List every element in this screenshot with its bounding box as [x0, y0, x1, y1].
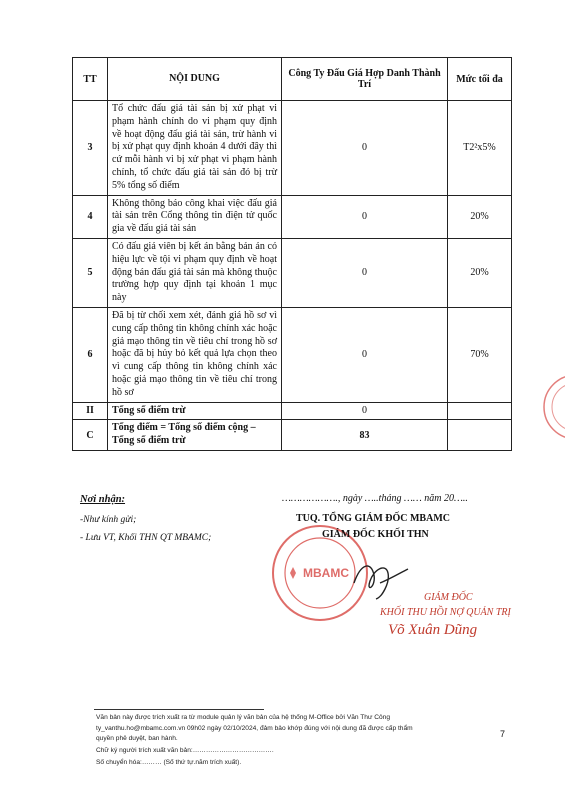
- recipients-title: Nơi nhận:: [80, 494, 126, 505]
- table-row: [73, 195, 512, 238]
- footer-line: Chữ ký người trích xuất văn bản:……………………………….: [96, 747, 274, 754]
- table-row: [73, 101, 512, 196]
- footer-line: Văn bản này được trích xuất ra từ module quản lý văn bản của hệ thống M-Office bởi Văn Thư Công: [96, 714, 390, 721]
- row-max: 70%: [448, 307, 512, 402]
- table-row-total: [73, 420, 512, 451]
- page-seal-fragment: [538, 372, 565, 442]
- footer-line: ty_vanthu.ho@mbamc.com.vn 09h02 ngày 02/10/2024, đảm bảo khớp đúng với nội dung đã được cấp thẩm: [96, 725, 413, 732]
- date-line: ………………., ngày …..tháng …… năm 20…..: [282, 493, 468, 504]
- row-tt: 5: [73, 238, 108, 307]
- footer-line: quyền phê duyệt, ban hành.: [96, 735, 178, 742]
- row-tt: 4: [73, 195, 108, 238]
- row-max: [448, 402, 512, 420]
- header-max: Mức tối đa: [448, 58, 512, 101]
- stamp-text: MBAMC: [303, 566, 349, 580]
- authority-line: TUQ. TỔNG GIÁM ĐỐC MBAMC: [296, 513, 450, 524]
- row-max: 20%: [448, 238, 512, 307]
- row-score: 0: [282, 402, 448, 420]
- row-content: Tổng điểm = Tổng số điểm cộng – Tổng số điểm trừ: [108, 420, 282, 451]
- row-content: Tổ chức đấu giá tài sản bị xử phạt vi phạm hành chính do vi phạm quy định về hoạt động đấu giá tài sản, trừ hành vi bị xử phạt quy định khoản 4 dưới đây thì cứ mỗi hành vi bị xử phạt vi phạm hành chính, tổ chức đấu giá tài sản đó bị trừ 5% tổng số điểm: [108, 101, 282, 196]
- row-tt: C: [73, 420, 108, 451]
- header-company: Công Ty Đấu Giá Hợp Danh Thành Trí: [282, 58, 448, 101]
- table-row-subtotal: [73, 402, 512, 420]
- row-content: Không thông báo công khai việc đấu giá tài sản trên Cổng thông tin điện tử quốc gia về đấu giá tài sản: [108, 195, 282, 238]
- position-line: GIÁM ĐỐC KHỐI THN: [322, 529, 429, 540]
- table-header-row: [73, 58, 512, 101]
- footer-rule: [94, 709, 264, 710]
- row-tt: 6: [73, 307, 108, 402]
- row-tt: 3: [73, 101, 108, 196]
- row-score: 0: [282, 307, 448, 402]
- row-content: Tổng số điểm trừ: [108, 402, 282, 420]
- row-max: [448, 420, 512, 451]
- row-score: 0: [282, 101, 448, 196]
- handwritten-signature: [346, 553, 416, 603]
- recipient-line: - Lưu VT, Khối THN QT MBAMC;: [80, 533, 212, 543]
- header-tt: TT: [73, 58, 108, 101]
- row-score: 0: [282, 238, 448, 307]
- row-score: 83: [282, 420, 448, 451]
- scoring-table: [72, 57, 512, 451]
- page-number: 7: [500, 729, 506, 739]
- recipient-line: -Như kính gửi;: [80, 515, 137, 525]
- row-max: 20%: [448, 195, 512, 238]
- row-tt: II: [73, 402, 108, 420]
- table-row: [73, 238, 512, 307]
- handwritten-title: GIÁM ĐỐC: [424, 592, 473, 603]
- signer-name: Võ Xuân Dũng: [388, 622, 478, 638]
- row-max: T2²x5%: [448, 101, 512, 196]
- row-score: 0: [282, 195, 448, 238]
- table-row: [73, 307, 512, 402]
- row-content: Có đấu giá viên bị kết án bằng bản án có hiệu lực về tội vi phạm quy định về hoạt động bán đấu giá tài sản mà không thuộc trường hợp quy định tại khoản 1 mục này: [108, 238, 282, 307]
- handwritten-department: KHỐI THU HỒI NỢ QUẢN TRỊ: [380, 607, 511, 618]
- footer-line: Số chuyển hóa:……… (Số thứ tự.năm trích xuất).: [96, 759, 242, 766]
- header-content: NỘI DUNG: [108, 58, 282, 101]
- row-content: Đã bị từ chối xem xét, đánh giá hồ sơ vì cung cấp thông tin không chính xác hoặc giả mạo thông tin về tiêu chí trong hồ sơ hoặc đã bị hủy bỏ kết quả lựa chọn theo vì cung cấp thông tin không chính xác hoặc giả mạo thông tin về tiêu chí trong hồ sơ: [108, 307, 282, 402]
